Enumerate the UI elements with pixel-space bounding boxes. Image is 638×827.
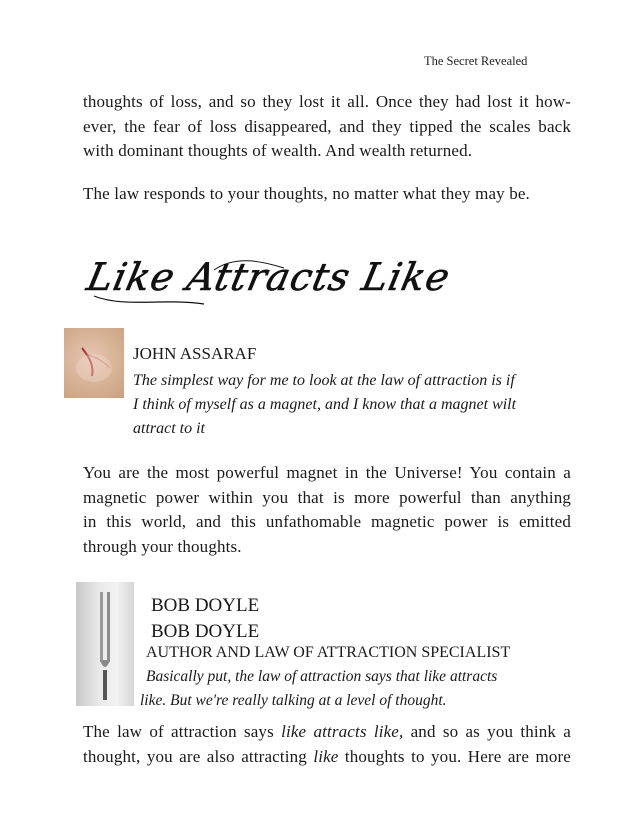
- photo-detail-icon: [64, 328, 124, 398]
- text-run: The law of attraction says: [83, 722, 282, 741]
- text-line: The law responds to your thoughts, no matter what they may be.: [83, 184, 530, 203]
- quote-line: like. But we're really talking at a level of thought.: [140, 692, 447, 709]
- quote-line: Basically put, the law of attraction says that like attracts: [146, 668, 498, 685]
- emphasis-text: like attracts like,: [281, 722, 404, 741]
- text-run: thought, you are also attracting: [83, 746, 314, 766]
- speaker-title-doyle: AUTHOR AND LAW OF ATTRACTION SPECIALIST: [146, 644, 511, 661]
- heading-text: Like Attracts Like: [82, 255, 455, 300]
- text-run: thoughts to you. Here are more: [338, 746, 571, 766]
- doyle-quote: [140, 665, 497, 713]
- speaker-name-doyle-repeat: BOB DOYLE: [151, 621, 260, 642]
- quote-line: I think of myself as a magnet, and I know that a magnet wilt: [133, 396, 517, 413]
- paragraph-magnet: [83, 461, 571, 559]
- text-line: through your thoughts.: [83, 536, 242, 556]
- text-line: magnetic power within you that is more powerful than anything: [83, 487, 571, 507]
- assaraf-quote: [133, 369, 516, 441]
- quote-line: The simplest way for me to look at the law of attraction is if: [133, 372, 515, 389]
- text-line: [83, 720, 571, 745]
- paragraph-law-responds: [83, 182, 571, 207]
- text-line: in this world, and this unfathomable magnetic power is emitted: [83, 512, 571, 531]
- text-line: thoughts of loss, and so they lost it all. Once they had lost it how-: [83, 92, 571, 111]
- text-line: You are the most powerful magnet in the Universe! You contain a: [83, 463, 571, 482]
- john-assaraf-photo: [64, 328, 124, 398]
- text-line: ever, the fear of loss disappeared, and they tipped the scales back: [83, 116, 571, 136]
- paragraph-loss: [83, 90, 571, 164]
- speaker-name-assaraf: JOHN ASSARAF: [133, 344, 257, 363]
- bob-doyle-photo: [76, 582, 134, 706]
- text-line: [83, 745, 571, 770]
- speaker-name-doyle: BOB DOYLE: [151, 595, 260, 616]
- section-heading-like-attracts-like: [82, 248, 455, 323]
- emphasis-text: like: [313, 746, 339, 766]
- quote-line: attract to it: [133, 420, 205, 437]
- tuning-fork-icon: [76, 582, 134, 706]
- paragraph-law-of-attraction: [83, 720, 571, 769]
- text-line: with dominant thoughts of wealth. And wealth returned.: [83, 141, 473, 160]
- running-header: The Secret Revealed: [424, 54, 528, 68]
- text-run: and so as you think a: [403, 722, 571, 741]
- handwritten-heading-image: [82, 248, 455, 318]
